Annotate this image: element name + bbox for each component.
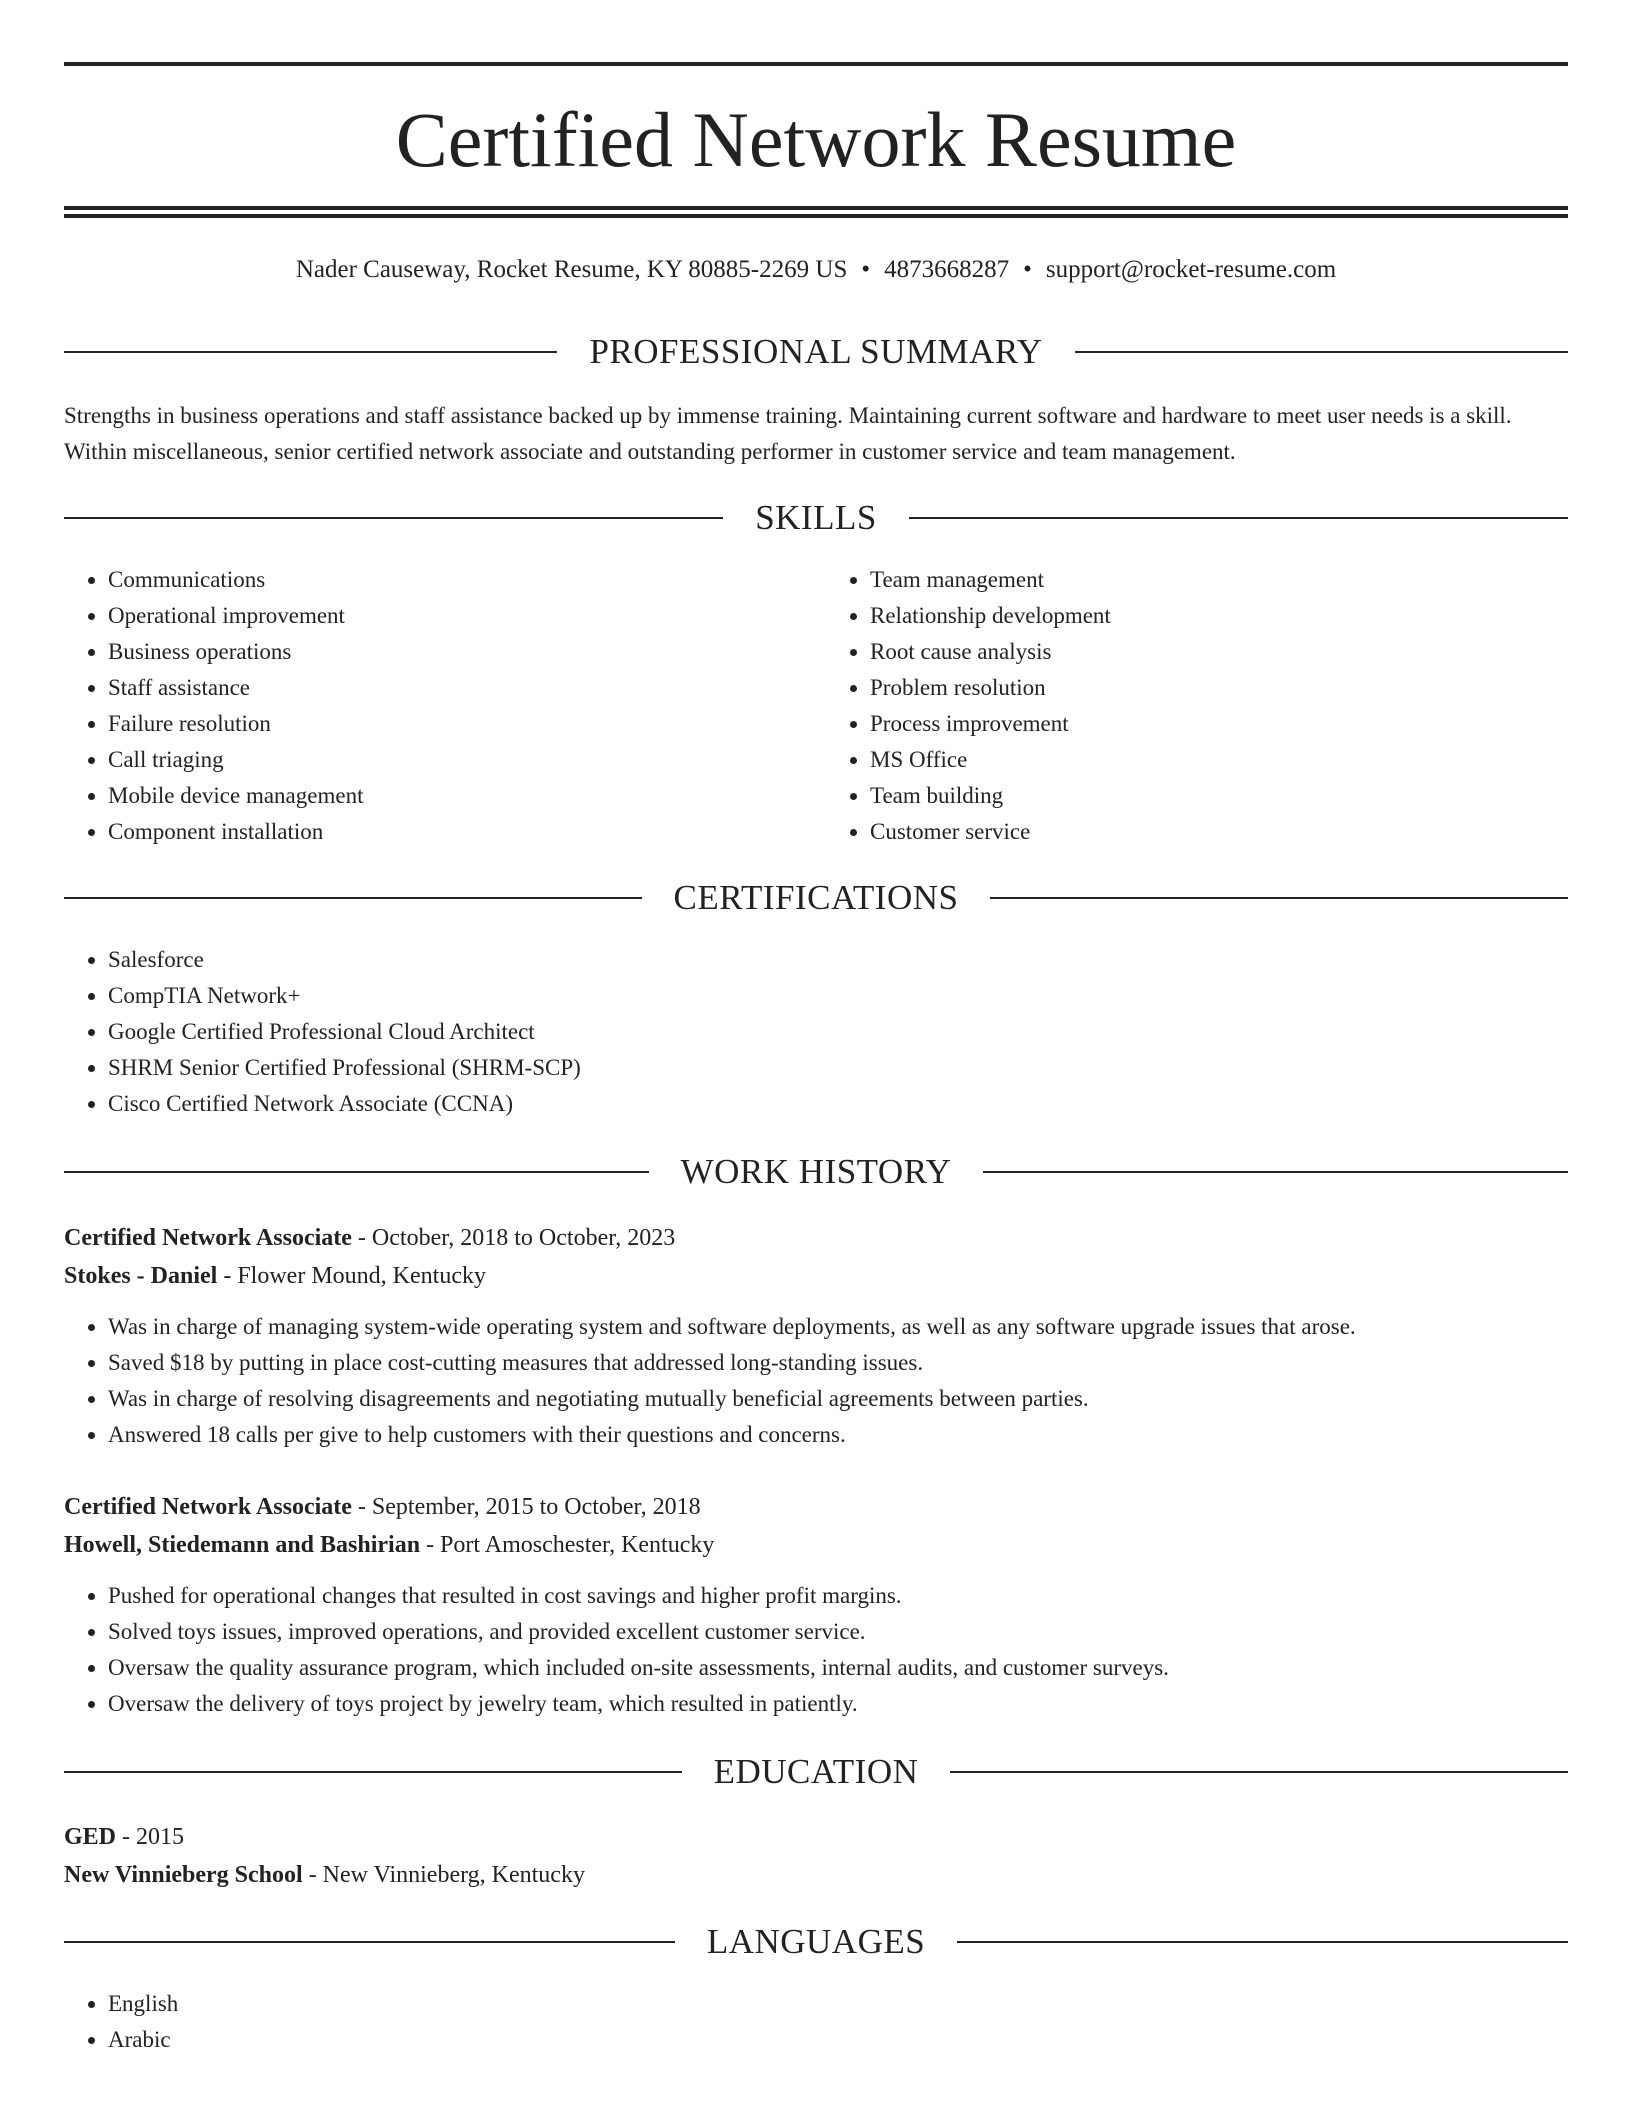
skill-item: • Process improvement [870,706,1568,742]
section-divider [909,517,1568,519]
contact-line [64,252,1568,288]
skill-item: • Relationship development [870,598,1568,634]
certifications-block [64,942,1568,1122]
certification-item: • Cisco Certified Network Associate (CCNA) [108,1086,1568,1122]
certification-item: • SHRM Senior Certified Professional (SHRM-SCP) [108,1050,1568,1086]
section-header-skills [64,498,1568,538]
section-title-certifications: CERTIFICATIONS [673,878,959,917]
section-divider [64,897,642,899]
skill-item: • Staff assistance [108,670,816,706]
job-bullet: • Solved toys issues, improved operations, and provided excellent customer service. [108,1614,1568,1650]
job-title-line [64,1488,1568,1526]
job-location: - Port Amoschester, Kentucky [420,1532,715,1558]
skill-item: • Communications [108,562,816,598]
job-company-line [64,1526,1568,1564]
section-title-work: WORK HISTORY [680,1152,952,1191]
skill-item: • Operational improvement [108,598,816,634]
job-company: Howell, Stiedemann and Bashirian [64,1532,421,1558]
language-item: • Arabic [108,2022,1568,2058]
certification-item: • Google Certified Professional Cloud Architect [108,1014,1568,1050]
education-school-line [64,1856,1568,1894]
languages-block [64,1986,1568,2058]
job-bullet: • Oversaw the delivery of toys project by jewelry team, which resulted in patiently. [108,1686,1568,1722]
skill-item: • Team building [870,778,1568,814]
job-dates: - September, 2015 to October, 2018 [351,1494,701,1520]
education-location: - New Vinnieberg, Kentucky [302,1862,585,1888]
education-degree-line [64,1818,1568,1856]
job-title-line [64,1219,1568,1257]
job-entry [64,1219,1568,1453]
skill-item: • Failure resolution [108,706,816,742]
section-title-summary: PROFESSIONAL SUMMARY [589,332,1043,371]
section-divider [64,1771,682,1773]
skill-item: • Call triaging [108,742,816,778]
summary-block [64,398,1568,470]
header-rule-lower [64,214,1568,218]
section-header-work [64,1152,1568,1192]
job-bullet: • Was in charge of managing system-wide operating system and software deployments, as well as any software upgrade issues that arose. [108,1309,1568,1345]
job-location: - Flower Mound, Kentucky [217,1263,486,1289]
contact-separator: • [1023,256,1032,283]
job-entry [64,1488,1568,1722]
summary-text: Strengths in business operations and staff assistance backed up by immense training. Maintaining current software and hardware to meet user needs is a skill. Within miscellaneous, senior certified network associate and outstanding performer in customer service and team management. [64,403,1512,464]
contact-separator: • [861,256,871,283]
header-top-rule [64,62,1568,66]
contact-address: Nader Causeway, Rocket Resume, KY 80885-2269 US [295,256,848,283]
certification-item: • Salesforce [108,942,1568,978]
section-divider [64,517,723,519]
education-school: New Vinnieberg School [64,1862,303,1888]
job-bullet: • Oversaw the quality assurance program, which included on-site assessments, internal audits, and customer surveys. [108,1650,1568,1686]
section-divider [983,1171,1568,1173]
skill-item: • MS Office [870,742,1568,778]
education-year: - 2015 [116,1824,185,1850]
contact-email: support@rocket-resume.com [1045,256,1337,283]
section-header-certifications [64,878,1568,918]
section-divider [957,1941,1568,1943]
skills-column-left [64,562,816,850]
skill-item: • Team management [870,562,1568,598]
job-bullet: • Pushed for operational changes that resulted in cost savings and higher profit margins. [108,1578,1568,1614]
job-bullet: • Saved $18 by putting in place cost-cutting measures that addressed long-standing issues. [108,1345,1568,1381]
section-divider [990,897,1568,899]
skill-item: • Customer service [870,814,1568,850]
certification-item: • CompTIA Network+ [108,978,1568,1014]
skill-item: • Component installation [108,814,816,850]
job-bullet: • Answered 18 calls per give to help customers with their questions and concerns. [108,1417,1568,1453]
skill-item: • Mobile device management [108,778,816,814]
section-divider [950,1771,1568,1773]
language-item: • English [108,1986,1568,2022]
job-bullet: • Was in charge of resolving disagreements and negotiating mutually beneficial agreements between parties. [108,1381,1568,1417]
header-rule-upper [64,206,1568,210]
job-title: Certified Network Associate [64,1494,352,1520]
section-title-skills: SKILLS [755,498,877,537]
section-header-summary [64,332,1568,372]
job-company: Stokes - Daniel [64,1263,218,1289]
skill-item: • Problem resolution [870,670,1568,706]
section-divider [1075,351,1568,353]
section-title-languages: LANGUAGES [706,1922,926,1961]
job-title: Certified Network Associate [64,1225,352,1251]
education-degree: GED [64,1824,117,1850]
education-entry [64,1818,1568,1894]
contact-phone: 4873668287 [884,256,1010,283]
skills-column-right [816,562,1568,850]
section-divider [64,1941,675,1943]
skill-item: • Root cause analysis [870,634,1568,670]
job-dates: - October, 2018 to October, 2023 [351,1225,676,1251]
job-company-line [64,1257,1568,1295]
section-divider [64,351,557,353]
section-header-languages [64,1922,1568,1962]
resume-title: Certified Network Resume [395,96,1237,183]
section-title-education: EDUCATION [713,1752,919,1791]
skills-block [64,562,1568,850]
section-divider [64,1171,649,1173]
skill-item: • Business operations [108,634,816,670]
section-header-education [64,1752,1568,1792]
